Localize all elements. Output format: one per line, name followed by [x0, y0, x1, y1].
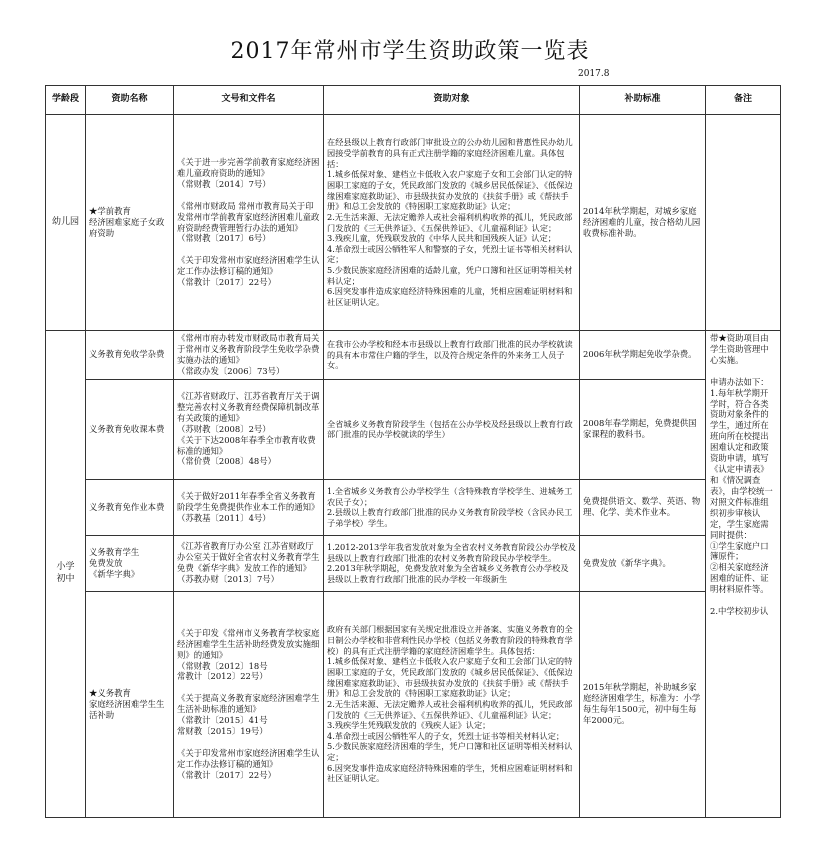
table-row — [46, 535, 781, 591]
aid-target: 在我市公办学校和经本市县级以上教育行政部门批准的民办学校就读的具有本市常住户籍的学生，以及符合规定条件的外来务工人员子女。 — [324, 331, 580, 380]
aid-standard: 2015年秋学期起，补助城乡家庭经济困难学生，标准为：小学每生每年1500元，初中每生每年2000元。 — [580, 591, 706, 817]
aid-name: 义务教育免收课本费 — [86, 379, 174, 479]
aid-standard: 2008年春学期起，免费提供国家课程的教科书。 — [580, 379, 706, 479]
header-name: 资助名称 — [86, 86, 174, 115]
doc-references: 《常州市府办转发市财政局市教育局关于常州市义务教育阶段学生免收学杂费实施办法的通知》 （常政办发〔2006〕73号） — [174, 331, 324, 380]
doc-references: 《江苏省财政厅、江苏省教育厅关于调整完善农村义务教育经费保障机制改革有关政策的通知》 （苏财教〔2008〕2号） 《关于下达2008年春季全市教育收费标准的通知》 （常价费〔2008〕48号） — [174, 379, 324, 479]
document-date: 2017.8 — [578, 69, 610, 79]
doc-references: 《关于印发《常州市义务教育学校家庭经济困难学生生活补助经费发放实施细则》的通知》 （常财教〔2012〕18号 常教计〔2012〕22号） 《关于提高义务教育家庭经济困难学生生活补助标准的通知》 （常教计〔2015〕41号 常财教〔2015〕19号） 《关于印发常州市家庭经济困难学生认定工作办法修订稿的通知》 （常教计〔2017〕22号） — [174, 591, 324, 817]
table-row — [46, 379, 781, 479]
doc-references: 《江苏省教育厅办公室 江苏省财政厅办公室关于做好全省农村义务教育学生免费《新华字典》发放工作的通知》（苏教办财〔2013〕7号） — [174, 535, 324, 591]
header-target: 资助对象 — [324, 86, 580, 115]
table-row — [46, 115, 781, 331]
aid-standard: 2006年秋学期起免收学杂费。 — [580, 331, 706, 380]
aid-target: 政府有关部门根据国家有关规定批准设立并备案、实施义务教育的全日制公办学校和非营利性民办学校（包括义务教育阶段的特殊教育学校）的具有正式注册学籍的家庭经济困难学生。具体包括： 1.城乡低保对象、建档立卡低收入农户家庭子女和工会部门认定的特困职工家庭的子女，凭民政部门发放的《城乡居民低保证》、《低保边缘困难家庭救助证》、市县级扶贫办发放的《扶贫手册》或《帮扶手册》和总工会发放的《特困职工家庭救助证》认定； 2.无生活来源、无法定赡养人或社会福利机构收养的孤儿，凭民政部门发放的《三无供养证》、《五保供养证》、《儿童福利证》认定； 3.残疾学生凭残联发放的《残疾人证》认定； 4.革命烈士或因公牺牲军人的子女，凭烈士证书等相关材料认定； 5.少数民族家庭经济困难的学生，凭户口簿和社区证明等相关材料认定； 6.因突发事件造成家庭经济特殊困难的学生，凭相应困难证明材料和社区证明认定。 — [324, 591, 580, 817]
page-title: 2017年常州市学生资助政策一览表 — [230, 39, 590, 64]
doc-references: 《关于做好2011年春季全省义务教育阶段学生免费提供作业本工作的通知》 （苏教基〔2011〕4号） — [174, 479, 324, 535]
doc-references: 《关于进一步完善学前教育家庭经济困难儿童政府资助的通知》 （常财教〔2014〕7号） 《常州市财政局 常州市教育局关于印发常州市学前教育家庭经济困难儿童政府资助经费管理暂行办法的通知》 （常财教〔2017〕6号） 《关于印发常州市家庭经济困难学生认定工作办法修订稿的通知》 （常教计〔2017〕22号） — [174, 115, 324, 331]
aid-name: ★学前教育 经济困难家庭子女政府资助 — [86, 115, 174, 331]
aid-target: 全省城乡义务教育阶段学生（包括在公办学校及经县级以上教育行政部门批准的民办学校就读的学生） — [324, 379, 580, 479]
table-row — [46, 479, 781, 535]
header-docs: 文号和文件名 — [174, 86, 324, 115]
header-standard: 补助标准 — [580, 86, 706, 115]
aid-name: ★义务教育 家庭经济困难学生生活补助 — [86, 591, 174, 817]
aid-name: 义务教育免收学杂费 — [86, 331, 174, 380]
aid-name: 义务教育免作业本费 — [86, 479, 174, 535]
table-row — [46, 591, 781, 817]
stage-primary-junior: 小学 初中 — [46, 331, 86, 818]
aid-target: 在经县级以上教育行政部门审批设立的公办幼儿园和普惠性民办幼儿园接受学前教育的具有正式注册学籍的家庭经济困难儿童。具体包括： 1.城乡低保对象、建档立卡低收入农户家庭子女和工会部门认定的特困职工家庭的子女，凭民政部门发放的《城乡居民低保证》、《低保边缘困难家庭救助证》、市县级扶贫办发放的《扶贫手册》或《帮扶手册》和总工会发放的《特困职工家庭救助证》认定； 2.无生活来源、无法定赡养人或社会福利机构收养的孤儿，凭民政部门发放的《三无供养证》、《五保供养证》、《儿童福利证》认定； 3.残疾儿童，凭残联发放的《中华人民共和国残疾人证》认定； 4.革命烈士或因公牺牲军人和警察的子女，凭烈士证书等相关材料认定； 5.少数民族家庭经济困难的适龄儿童，凭户口簿和社区证明等相关材料认定； 6.因突发事件造成家庭经济特殊困难的儿童，凭相应困难证明材料和社区证明认定。 — [324, 115, 580, 331]
notes-cell-empty — [706, 115, 781, 331]
aid-standard: 2014年秋学期起，对城乡家庭经济困难的儿童，按合格幼儿园收费标准补助。 — [580, 115, 706, 331]
aid-standard: 免费提供语文、数学、英语、物理、化学、美术作业本。 — [580, 479, 706, 535]
stage-kindergarten: 幼儿园 — [46, 115, 86, 331]
aid-name: 义务教育学生 免费发放 《新华字典》 — [86, 535, 174, 591]
notes-cell: 带★资助项目由学生资助管理中心实施。 申请办法如下： 1.每年秋学期开学时，符合各类资助对象条件的学生，通过所在班向所在校提出困难认定和政策资助申请，填写《认定申请表》和《情况调查表》，由学校统一对照文件标准组织初步审核认定，学生家庭需同时提供： ①学生家庭户口簿原件； ②相关家庭经济困难的证件、证明材料原件等。 2.中学校初步认 — [706, 331, 781, 818]
header-notes: 备注 — [706, 86, 781, 115]
header-stage: 学龄段 — [46, 86, 86, 115]
table-header-row — [46, 86, 781, 115]
table-row — [46, 331, 781, 380]
policy-table — [45, 85, 781, 818]
aid-standard: 免费发放《新华字典》。 — [580, 535, 706, 591]
aid-target: 1.2012-2013学年我省发放对象为全省农村义务教育阶段公办学校及县级以上教育行政部门批准的农村义务教育阶段民办学校学生。 2.2013年秋学期起，免费发放对象为全省城乡义务教育公办学校及县级以上教育行政部门批准的民办学校一年级新生 — [324, 535, 580, 591]
aid-target: 1.全省城乡义务教育公办学校学生（含特殊教育学校学生、进城务工农民子女）； 2.县级以上教育行政部门批准的民办义务教育阶段学校（含民办民工子弟学校）学生。 — [324, 479, 580, 535]
